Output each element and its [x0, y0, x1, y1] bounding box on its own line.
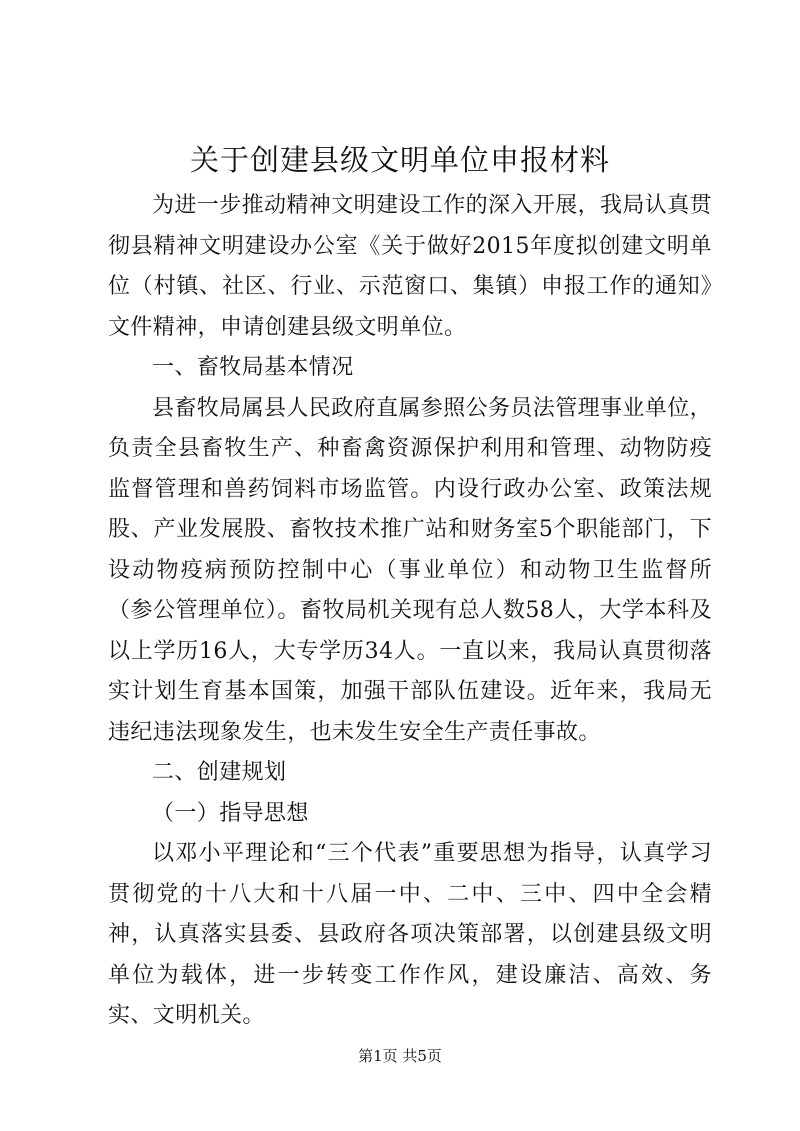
subsection-heading-guiding-thought: （一）指导思想 [152, 800, 309, 826]
section-heading-basic-info: 一、畜牧局基本情况 [152, 355, 354, 380]
page-number-footer: 第1页 共5页 [358, 1047, 442, 1065]
document-title: 关于创建县级文明单位申报材料 [189, 143, 610, 177]
document-body [108, 186, 712, 1037]
guiding-thought-paragraph: 以邓小平理论和“三个代表”重要思想为指导，认真学习贯彻党的十八大和十八届一中、二中、三中、四中全会精神，认真落实县委、县政府各项决策部署，以创建县级文明单位为载体，进一步转变工作作风，建设廉洁、高效、务实、文明机关。 [108, 841, 712, 1028]
basic-info-paragraph: 县畜牧局属县人民政府直属参照公务员法管理事业单位，负责全县畜牧生产、种畜禽资源保护利用和管理、动物防疫监督管理和兽药饲料市场监管。内设行政办公室、政策法规股、产业发展股、畜牧技术推广站和财务室5个职能部门，下设动物疫病预防控制中心（事业单位）和动物卫生监督所（参公管理单位）。畜牧局机关现有总人数58人，大学本科及以上学历16人，大专学历34人。一直以来，我局认真贯彻落实计划生育基本国策，加强干部队伍建设。近年来，我局无违纪违法现象发生，也未发生安全生产责任事故。 [108, 395, 713, 745]
intro-paragraph: 为进一步推动精神文明建设工作的深入开展，我局认真贯彻县精神文明建设办公室《关于做好2015年度拟创建文明单位（村镇、社区、行业、示范窗口、集镇）申报工作的通知》文件精神，申请创建县级文明单位。 [108, 193, 713, 340]
section-heading-plan: 二、创建规划 [152, 760, 287, 785]
